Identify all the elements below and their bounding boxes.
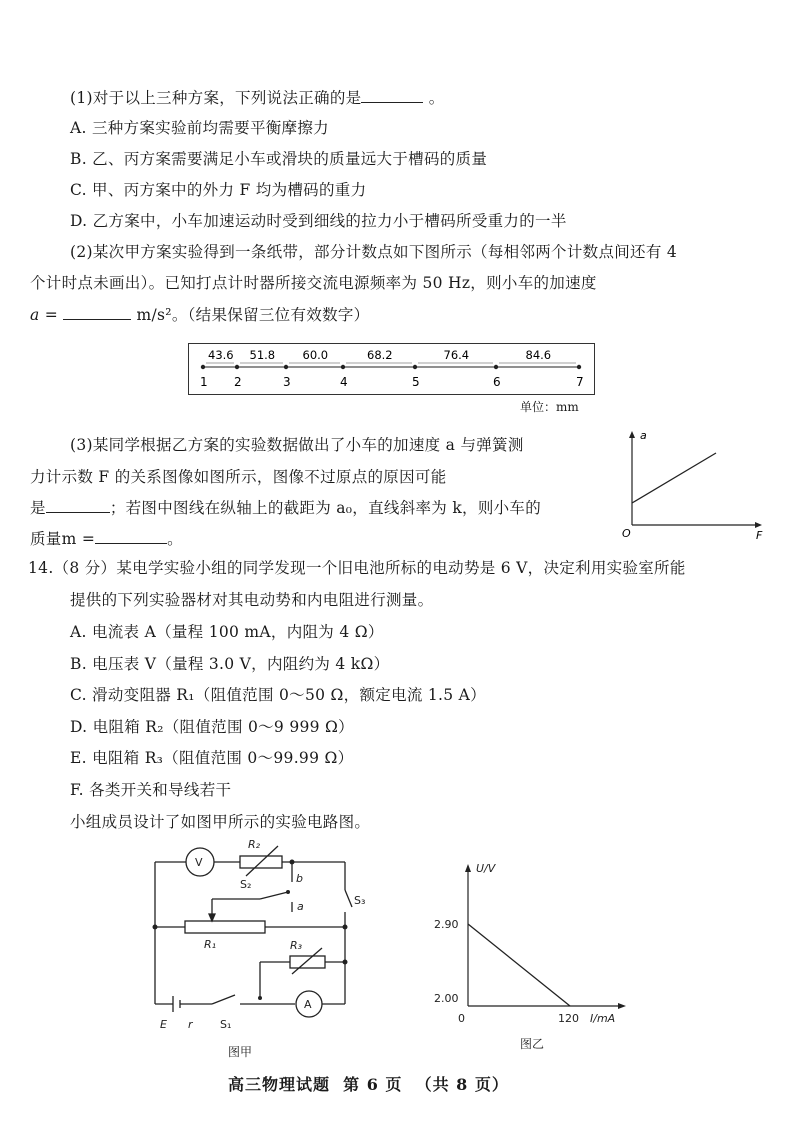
f-axis-label: F — [756, 529, 763, 540]
q13-part2-line1: (2)某次甲方案实验得到一条纸带，部分计数点如下图所示（每相邻两个计数点间还有 4 — [70, 243, 678, 261]
tape-segment-label: 60.0 — [302, 348, 329, 362]
q13-part3-line2: 力计示数 F 的关系图像如图所示，图像不过原点的原因可能 — [30, 468, 447, 486]
origin-label: O — [622, 527, 631, 540]
emf-label: E — [160, 1018, 167, 1031]
tape-point-label-6: 6 — [493, 375, 501, 389]
answer-blank-acceleration[interactable] — [63, 305, 131, 320]
circuit-diagram — [140, 832, 380, 1062]
equipment-a: A. 电流表 A（量程 100 mA，内阻为 4 Ω） — [70, 623, 384, 641]
node-a-label: a — [297, 900, 304, 913]
s2-label: S₂ — [240, 878, 252, 891]
r3-label: R₃ — [290, 939, 303, 952]
a-axis-label: a — [640, 429, 647, 442]
figure-yi-caption: 图乙 — [520, 1037, 545, 1051]
paper-tape-svg — [189, 344, 594, 394]
q13-part3-line3: 是 ；若图中图线在纵轴上的截距为 a₀，直线斜率为 k，则小车的 — [30, 499, 542, 517]
u-i-graph — [430, 858, 650, 1058]
tape-point-label-1: 1 — [200, 375, 208, 389]
a-f-line — [632, 453, 716, 503]
resistor-box-r3 — [290, 956, 325, 968]
q14-circuit-intro: 小组成员设计了如图甲所示的实验电路图。 — [70, 813, 371, 831]
answer-blank-reason[interactable] — [46, 498, 110, 513]
tape-segment-label: 76.4 — [443, 348, 470, 362]
slide-rheostat-r1 — [185, 921, 265, 933]
equipment-e: E. 电阻箱 R₃（阻值范围 0～99.99 Ω） — [70, 749, 354, 767]
i-axis-label: I/mA — [590, 1012, 616, 1025]
tick-2-90: 2.90 — [434, 918, 459, 931]
equipment-f: F. 各类开关和导线若干 — [70, 781, 232, 799]
r2-label: R₂ — [248, 838, 261, 851]
answer-blank-mass[interactable] — [95, 529, 167, 544]
tape-point-label-2: 2 — [234, 375, 242, 389]
tape-point-1 — [201, 365, 205, 369]
tape-point-2 — [235, 365, 239, 369]
option-d: D. 乙方案中，小车加速运动时受到细线的拉力小于槽码所受重力的一半 — [70, 212, 567, 230]
ammeter-label: A — [304, 998, 312, 1011]
equipment-d: D. 电阻箱 R₂（阻值范围 0～9 999 Ω） — [70, 718, 354, 736]
a-f-graph — [618, 425, 768, 540]
tape-point-6 — [494, 365, 498, 369]
tape-point-label-4: 4 — [340, 375, 348, 389]
tape-points — [200, 348, 584, 389]
tape-point-4 — [341, 365, 345, 369]
tick-0: 0 — [458, 1012, 465, 1025]
s3-label: S₃ — [354, 894, 366, 907]
tape-point-label-5: 5 — [412, 375, 420, 389]
tape-segment-label: 43.6 — [208, 348, 234, 362]
paper-tape-figure — [188, 343, 595, 395]
tape-segment-label: 84.6 — [525, 348, 552, 362]
tape-segment-label: 51.8 — [249, 348, 276, 362]
node-b-label: b — [296, 872, 303, 885]
page-footer: 高三物理试题 第 6 页 （共 8 页） — [228, 1075, 509, 1094]
tape-unit-label: 单位：mm — [520, 400, 579, 414]
option-c: C. 甲、丙方案中的外力 F 均为槽码的重力 — [70, 181, 367, 199]
u-axis-label: U/V — [476, 862, 496, 875]
equipment-b: B. 电压表 V（量程 3.0 V，内阻约为 4 kΩ） — [70, 655, 390, 673]
tape-segment-label: 68.2 — [367, 348, 393, 362]
tick-2-00: 2.00 — [434, 992, 459, 1005]
tape-point-5 — [413, 365, 417, 369]
q13-part2-line2: 个计时点未画出）。已知打点计时器所接交流电源频率为 50 Hz，则小车的加速度 — [30, 274, 597, 292]
option-b: B. 乙、丙方案需要满足小车或滑块的质量远大于槽码的质量 — [70, 150, 488, 168]
voltmeter-label: V — [195, 856, 203, 869]
figure-jia-caption: 图甲 — [228, 1045, 253, 1059]
tape-point-label-7: 7 — [576, 375, 584, 389]
u-i-line — [468, 924, 570, 1006]
answer-blank-1[interactable] — [361, 88, 423, 103]
tick-120: 120 — [558, 1012, 579, 1025]
tape-point-label-3: 3 — [283, 375, 291, 389]
q13-part3-line4: 质量m = 。 — [30, 530, 183, 548]
q13-part2-line3: a = m/s²。（结果保留三位有效数字） — [30, 306, 370, 324]
option-a: A. 三种方案实验前均需要平衡摩擦力 — [70, 119, 329, 137]
r1-label: R₁ — [204, 938, 217, 951]
q13-part3-line1: (3)某同学根据乙方案的实验数据做出了小车的加速度 a 与弹簧测 — [70, 436, 524, 454]
q13-part1-stem: (1)对于以上三种方案，下列说法正确的是 。 — [70, 89, 445, 107]
s1-label: S₁ — [220, 1018, 232, 1031]
q14-stem-line1: 14.（8 分）某电学实验小组的同学发现一个旧电池所标的电动势是 6 V，决定利用实验室所能 — [28, 559, 686, 577]
internal-r-label: r — [188, 1018, 193, 1031]
q14-stem-line2: 提供的下列实验器材对其电动势和内电阻进行测量。 — [70, 591, 434, 609]
tape-point-7 — [577, 365, 581, 369]
tape-point-3 — [284, 365, 288, 369]
equipment-c: C. 滑动变阻器 R₁（阻值范围 0～50 Ω，额定电流 1.5 A） — [70, 686, 486, 704]
